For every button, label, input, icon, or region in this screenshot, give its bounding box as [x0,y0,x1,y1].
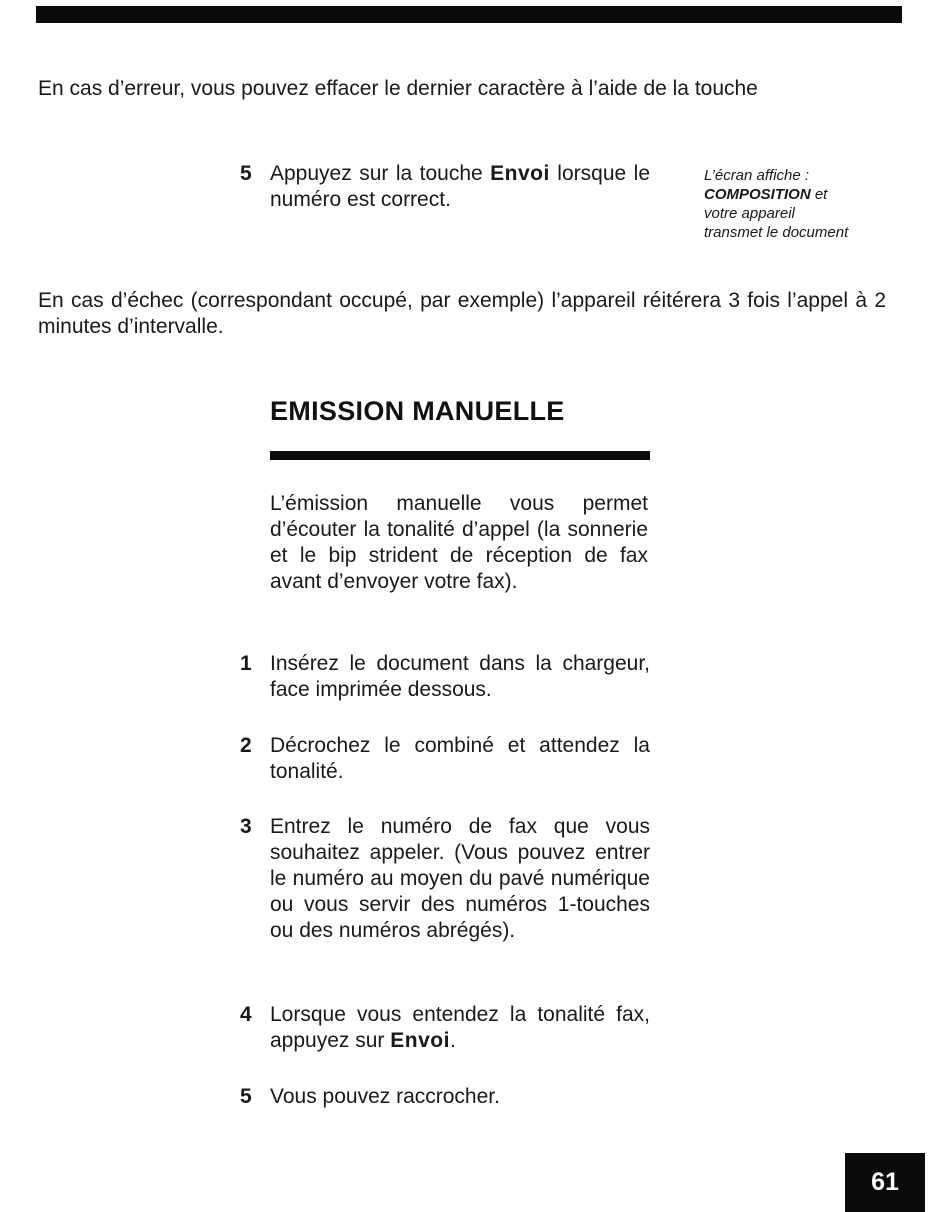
section-description: L’émission manuelle vous permet d’écouter la tonalité d’appel (la sonnerie et le bip strident de réception de fax avant d’envoyer votre fax). [270,492,648,593]
step-1 [240,651,650,703]
step-text: Vous pouvez raccrocher. [270,1085,500,1108]
step-number: 1 [240,652,252,675]
intro-paragraph: En cas d’erreur, vous pouvez effacer le dernier caractère à l’aide de la touche [38,77,758,100]
step-text: Insérez le document dans la chargeur, face imprimée dessous. [270,652,650,701]
step-number: 2 [240,734,252,757]
side-note-line4: transmet le document [704,224,849,241]
step-text-before: Lorsque vous entendez la tonalité fax, appuyez sur [270,1003,650,1052]
step-text-before: Appuyez sur la touche [270,162,491,185]
send-key-label: Envoi [390,1029,450,1052]
step-number: 4 [240,1003,252,1026]
send-step [240,161,650,213]
top-rule [36,6,902,23]
step-number: 5 [240,1085,252,1108]
step-text [270,161,650,213]
step-text-after: lorsque le numéro est correct. [270,162,650,211]
step-text [270,1002,650,1054]
step-text-after: . [449,1029,456,1052]
side-note-bold: COMPOSITION [704,186,811,203]
step-text: Décrochez le combiné et attendez la tonalité. [270,734,650,783]
step-text: Entrez le numéro de fax que vous souhaitez appeler. (Vous pouvez entrer le numéro au moyen du pavé numérique ou vous servir des numéros 1-touches ou des numéros abrégés). [270,815,650,942]
step-number: 5 [240,162,252,185]
step-3 [240,814,650,944]
send-key-label: Envoi [490,162,550,185]
side-note-line1: L’écran affiche : [704,167,810,184]
step-2 [240,733,650,785]
side-note-after-bold: et [810,186,828,203]
side-note [704,166,904,242]
page-number: 61 [845,1153,925,1212]
failure-paragraph: En cas d’échec (correspondant occupé, par exemple) l’appareil réitérera 3 fois l’appel à 2 minutes d’intervalle. [38,289,886,338]
section-title-rule [270,451,650,460]
step-5 [240,1084,650,1110]
step-4 [240,1002,650,1054]
step-number: 3 [240,815,252,838]
section-title: EMISSION MANUELLE [270,396,565,426]
side-note-line3: votre appareil [704,205,795,222]
